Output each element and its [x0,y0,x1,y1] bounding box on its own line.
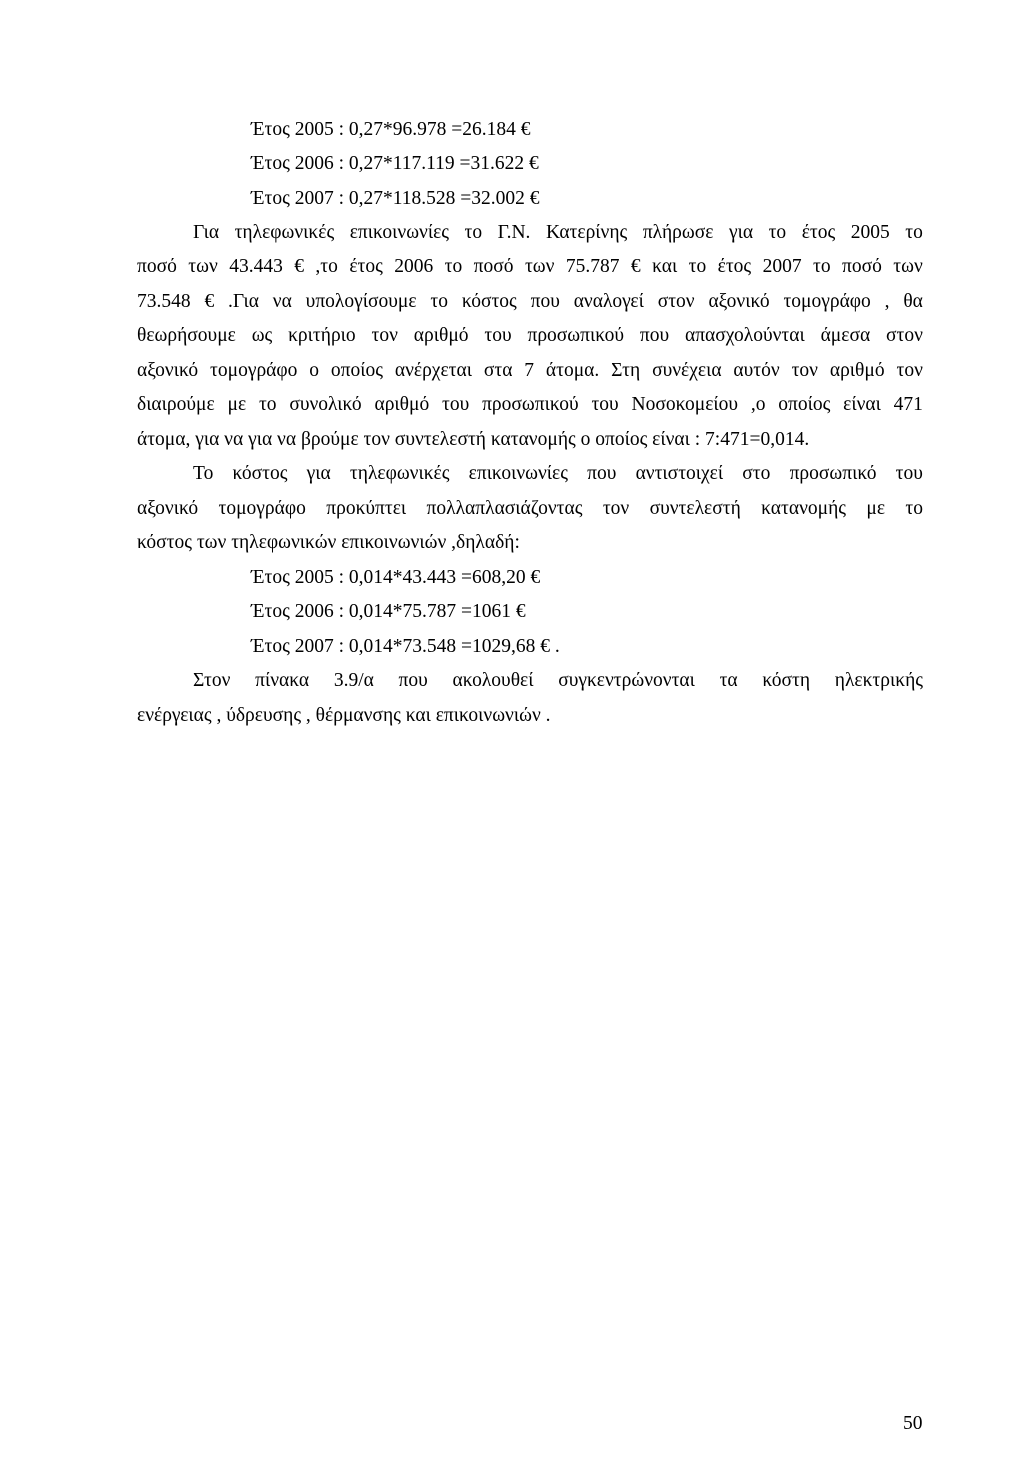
word: τομογράφο [783,291,871,312]
word: που [530,291,560,312]
word: κόστος [232,463,288,484]
word: αξονικό [137,498,199,519]
word: αξονικό [137,360,199,381]
word: απασχολούνται [684,325,805,346]
word: ,ο [750,394,766,415]
word: 7 [524,360,535,381]
word: Κατερίνης [545,222,628,243]
word: € [204,291,215,312]
word: αριθμό [374,394,430,415]
word: ποσό [842,256,882,277]
word: 73.548 [137,291,191,312]
word: συνολικό [289,394,362,415]
paragraph-2-line-1 [193,462,923,486]
word: Γ.Ν. [497,222,531,243]
word: του [484,325,512,346]
calc-phone-share-2006: Έτος 2006 : 0,27*117.119 =31.622 € [251,153,539,174]
word: για [728,222,754,243]
word: που [587,463,617,484]
word: το [905,498,923,519]
word: το [464,222,483,243]
word: με [866,498,886,519]
word: το [430,291,448,312]
word: άτομα. [545,360,600,381]
word: είναι [843,394,881,415]
word: κριτήριο [288,325,356,346]
word: των [524,256,555,277]
word: και [652,256,678,277]
word: τηλεφωνικές [234,222,335,243]
word: επικοινωνίες [349,222,450,243]
word: αριθμό [413,325,469,346]
paragraph-1-line-3 [137,290,923,314]
word: 2006 [394,256,434,277]
word: 471 [893,394,923,415]
calc-ct-share-2005: Έτος 2005 : 0,014*43.443 =608,20 € [251,567,541,588]
word: κόστος [461,291,517,312]
word: τομογράφο [210,360,298,381]
calc-ct-share-2006: Έτος 2006 : 0,014*75.787 =1061 € [251,601,526,622]
word: πολλαπλασιάζοντας [426,498,583,519]
word: συνέχεια [652,360,722,381]
word: έτος [801,222,836,243]
word: στον [886,325,923,346]
word: ,το [315,256,338,277]
word: θα [903,291,923,312]
word: επικοινωνίες [468,463,568,484]
word: 75.787 [565,256,620,277]
paragraph-1-line-7: άτομα, για να για να βρούμε τον συντελεστή κατανομής ο οποίος είναι : 7:471=0,014. [137,429,810,450]
word: ως [251,325,273,346]
word: που [639,325,670,346]
word: στον [657,291,695,312]
word: Το [193,463,214,484]
word: , [884,291,890,312]
word: άμεσα [820,325,871,346]
word: τον [602,498,630,519]
word: ηλεκτρικής [834,670,923,691]
word: € [630,256,641,277]
word: το [813,256,831,277]
word: Για [193,222,220,243]
word: αξονικό [708,291,770,312]
word: 3.9/α [333,670,374,691]
word: τηλεφωνικές [349,463,450,484]
word: τον [896,360,923,381]
word: στο [742,463,771,484]
calc-phone-share-2005: Έτος 2005 : 0,27*96.978 =26.184 € [251,119,531,140]
word: οποίος [330,360,383,381]
word: του [895,463,923,484]
page-number: 50 [903,1413,923,1434]
word: αντιστοιχεί [635,463,724,484]
word: κόστη [762,670,811,691]
word: πλήρωσε [642,222,714,243]
word: διαιρούμε [137,394,215,415]
word: τον [791,360,818,381]
word: ακολουθεί [452,670,534,691]
word: υπολογίσουμε [305,291,417,312]
word: να [272,291,292,312]
word: προσωπικού [482,394,579,415]
word: το [688,256,707,277]
word: ποσό [473,256,514,277]
word: προσωπικό [789,463,877,484]
word: το [444,256,463,277]
word: τον [371,325,398,346]
word: προσωπικού [527,325,625,346]
word: αριθμό [829,360,885,381]
paragraph-2-line-2 [137,497,923,521]
paragraph-1-line-6 [137,393,923,417]
word: που [398,670,428,691]
word: του [442,394,470,415]
word: ο [309,360,320,381]
word: το [905,222,923,243]
word: στα [483,360,513,381]
word: .Για [228,291,259,312]
word: των [188,256,218,277]
word: Στον [193,670,231,691]
word: το [258,394,277,415]
word: τα [719,670,738,691]
word: συντελεστή [649,498,741,519]
word: για [306,463,331,484]
word: το [768,222,787,243]
calc-phone-share-2007: Έτος 2007 : 0,27*118.528 =32.002 € [251,188,540,209]
word: θεωρήσουμε [137,325,236,346]
word: Νοσοκομείου [631,394,739,415]
word: του [591,394,619,415]
word: 2007 [762,256,802,277]
word: τομογράφο [218,498,306,519]
paragraph-1-line-5 [137,359,923,383]
calc-ct-share-2007: Έτος 2007 : 0,014*73.548 =1029,68 € . [251,636,560,657]
word: € [294,256,304,277]
word: προκύπτει [326,498,407,519]
word: των [893,256,923,277]
word: 2005 [850,222,890,243]
word: 43.443 [229,256,283,277]
word: κατανομής [761,498,847,519]
word: αυτόν [733,360,780,381]
paragraph-1-line-1 [193,221,923,245]
word: οποίος [778,394,831,415]
paragraph-1-line-4 [137,324,923,348]
word: Στη [611,360,641,381]
paragraph-1-line-2 [137,255,923,279]
word: ποσό [137,256,177,277]
word: με [227,394,247,415]
paragraph-3-line-2: ενέργειας , ύδρευσης , θέρμανσης και επικοινωνιών . [137,705,551,726]
word: συγκεντρώνονται [558,670,695,691]
word: έτος [349,256,383,277]
paragraph-3-line-1 [193,669,923,693]
word: πίνακα [255,670,310,691]
word: ανέρχεται [394,360,472,381]
paragraph-2-line-3: κόστος των τηλεφωνικών επικοινωνιών ,δηλαδή: [137,532,520,553]
word: έτος [717,256,752,277]
word: αναλογεί [573,291,644,312]
